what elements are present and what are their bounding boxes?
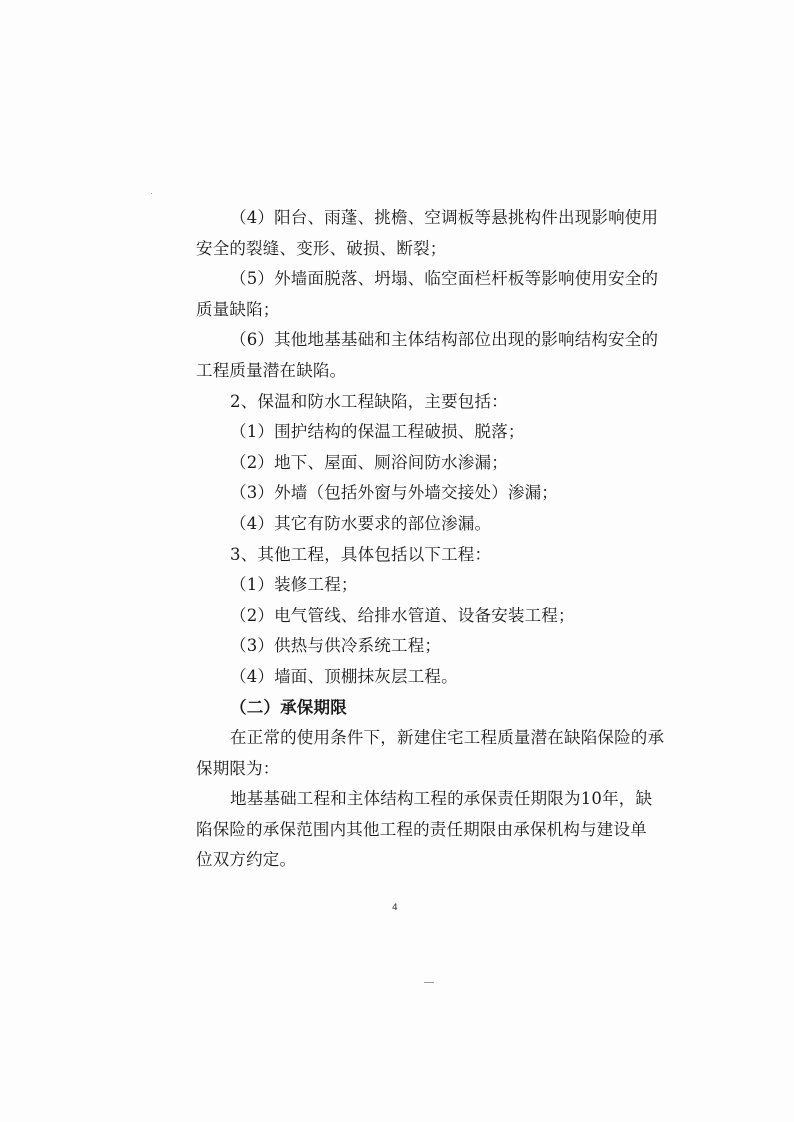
text-line: 位双方约定。 — [196, 850, 297, 870]
document-body — [196, 203, 665, 876]
text-line: 2、保温和防水工程缺陷，主要包括： — [230, 391, 508, 411]
scan-speck — [151, 193, 152, 194]
text-line: （4）墙面、顶棚抹灰层工程。 — [230, 666, 458, 686]
text-line: （3）外墙（包括外窗与外墙交接处）渗漏； — [230, 483, 558, 503]
text-line: 3、其他工程，具体包括以下工程： — [230, 544, 492, 564]
scan-speck — [424, 982, 434, 983]
text-line: （4）阳台、雨蓬、挑檐、空调板等悬挑构件出现影响使用 — [230, 208, 659, 227]
section-heading: （二）承保期限 — [230, 697, 347, 717]
text-line: （2）地下、屋面、厕浴间防水渗漏； — [230, 452, 508, 472]
text-line: 工程质量潜在缺陷。 — [196, 360, 347, 380]
text-line: （4）其它有防水要求的部位渗漏。 — [230, 513, 492, 533]
text-line: 保期限为： — [196, 758, 280, 778]
text-line: （5）外墙面脱落、坍塌、临空面栏杆板等影响使用安全的 — [230, 269, 659, 289]
text-line: （1）围护结构的保温工程破损、脱落； — [230, 422, 525, 442]
text-line: 在正常的使用条件下，新建住宅工程质量潜在缺陷保险的承 — [230, 728, 665, 748]
text-line: （1）装修工程； — [230, 575, 358, 595]
text-line: 质量缺陷； — [196, 299, 280, 319]
text-line: 地基基础工程和主体结构工程的承保责任期限为10年，缺 — [230, 789, 653, 809]
text-line: （3）供热与供冷系统工程； — [230, 636, 442, 656]
page-number: 4 — [392, 903, 398, 913]
text-line: （6）其他地基基础和主体结构部位出现的影响结构安全的 — [230, 330, 659, 350]
text-line: 陷保险的承保范围内其他工程的责任期限由承保机构与建设单 — [196, 819, 647, 839]
text-line: 安全的裂缝、变形、破损、断裂； — [196, 238, 447, 258]
text-line: （2）电气管线、给排水管道、设备安装工程； — [230, 605, 575, 625]
